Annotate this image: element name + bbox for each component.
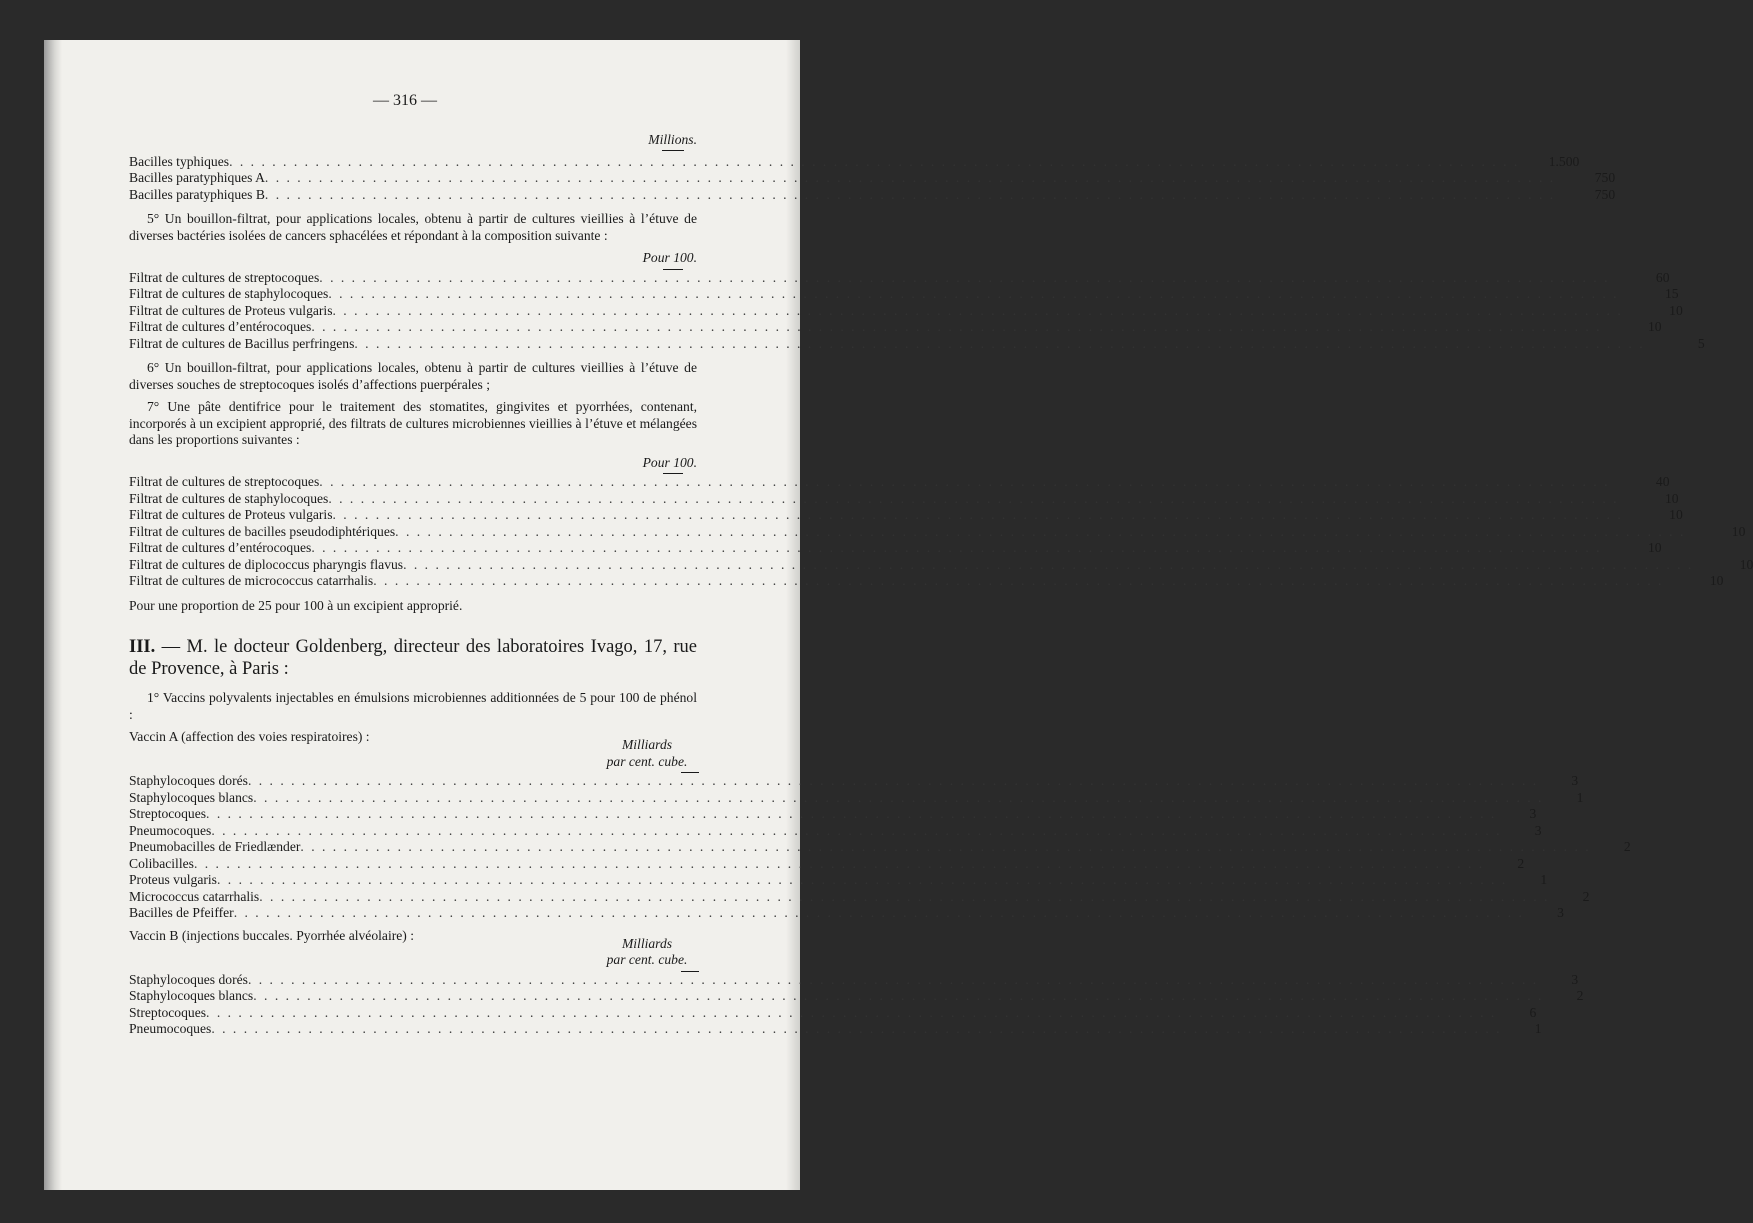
- list-row: [129, 153, 1580, 171]
- dot-leader: . . . . . . . . . . . . . . . . . . . . . . . . . . . . . . . . . . . . . . . . . . . . . . . . . . . . . . . . . . . . . . . . . . . . . . . . . . . . . . . . . . . . . . . . . . . . . . . . . . . . . . . . . . . . . . . . . . . . . . . .: [319, 269, 1610, 285]
- list-row: [129, 773, 1579, 790]
- list-row: [129, 319, 1662, 336]
- list-row: [129, 888, 1590, 906]
- dot-leader: . . . . . . . . . . . . . . . . . . . . . . . . . . . . . . . . . . . . . . . . . . . . . . . . . . . . . . . . . . . . . . . . . . . . . . . . . . . . . . . . . . . . . . . . . . . . . . . . . . . . . . . . . . . . . . . . . . . . . . . .: [328, 490, 1619, 506]
- vaccin-b-header: [129, 928, 697, 972]
- row-value: 3: [1571, 773, 1579, 788]
- list-row: [129, 1021, 1542, 1038]
- row-label: Filtrat de cultures d’entérocoques: [129, 319, 312, 334]
- unit-header-milliards: [597, 729, 697, 773]
- dot-leader: . . . . . . . . . . . . . . . . . . . . . . . . . . . . . . . . . . . . . . . . . . . . . . . . . . . . . . . . . . . . . . . . . . . . . . . . . . . . . . . . . . . . . . . . . . . . . . . . . . . . . . . . . . . . . . . . . . . . . . . .: [229, 153, 1520, 169]
- unit-line-1: Milliards: [621, 737, 673, 752]
- dot-leader: . . . . . . . . . . . . . . . . . . . . . . . . . . . . . . . . . . . . . . . . . . . . . . . . . . . . . . . . . . . . . . . . . . . . . . . . . . . . . . . . . . . . . . . . . . . . . . . . . . . . . . . . . . . . . . . . . . . . . . . .: [354, 335, 1645, 351]
- list-filtrats-5: [129, 269, 1705, 353]
- row-value: 3: [1529, 806, 1537, 821]
- unit-line-1: Milliards: [621, 935, 673, 951]
- list-row: [129, 474, 1670, 491]
- dot-leader: . . . . . . . . . . . . . . . . . . . . . . . . . . . . . . . . . . . . . . . . . . . . . . . . . . . . . . . . . . . . . . . . . . . . . . . . . . . . . . . . . . . . . . . . . . . . . . . . . . . . . . . . . . . . . . . . . . . . . . . .: [211, 1021, 1502, 1036]
- unit-line-2: par cent. cube.: [606, 952, 688, 967]
- row-value: 10: [1647, 540, 1662, 555]
- list-row: [129, 789, 1584, 807]
- row-value: 10: [1739, 556, 1753, 572]
- dot-leader: . . . . . . . . . . . . . . . . . . . . . . . . . . . . . . . . . . . . . . . . . . . . . . . . . . . . . . . . . . . . . . . . . . . . . . . . . . . . . . . . . . . . . . . . . . . . . . . . . . . . . . . . . . . . . . . . . . . . . . . .: [311, 540, 1602, 555]
- vaccin-a-header: [129, 729, 697, 773]
- list-row: [129, 822, 1542, 840]
- row-value: 15: [1664, 286, 1679, 301]
- page-number: — 316 —: [373, 92, 437, 109]
- row-value: 5: [1697, 335, 1705, 351]
- list-row: [129, 170, 1616, 187]
- unit-label: Millions.: [648, 132, 697, 147]
- paragraph-5: 5° Un bouillon-filtrat, pour applications locales, obtenu à partir de cultures vieillies à l’étuve de diverses bactéries isolées de cancers sphacélées et répondant à la composition suivante :: [129, 211, 697, 243]
- row-label: Filtrat de cultures de micrococcus catarrhalis: [129, 573, 374, 588]
- page-content: [129, 90, 1753, 1038]
- paragraph-6: 6° Un bouillon-filtrat, pour applications locales, obtenu à partir de cultures vieillies à l’étuve de diverses souches de streptocoques isolés d’affections puerpérales ;: [129, 360, 697, 392]
- row-label: Filtrat de cultures de diplococcus pharyngis flavus: [129, 556, 404, 572]
- row-label: Filtrat de cultures de Proteus vulgaris: [129, 302, 333, 318]
- list-row: [129, 839, 1631, 856]
- row-value: 750: [1594, 170, 1616, 185]
- dot-leader: . . . . . . . . . . . . . . . . . . . . . . . . . . . . . . . . . . . . . . . . . . . . . . . . . . . . . . . . . . . . . . . . . . . . . . . . . . . . . . . . . . . . . . . . . . . . . . . . . . . . . . . . . . . . . . . . . . . . . . . .: [311, 319, 1602, 334]
- row-value: 2: [1517, 855, 1525, 871]
- row-value: 2: [1576, 988, 1584, 1003]
- dot-leader: . . . . . . . . . . . . . . . . . . . . . . . . . . . . . . . . . . . . . . . . . . . . . . . . . . . . . . . . . . . . . . . . . . . . . . . . . . . . . . . . . . . . . . . . . . . . . . . . . . . . . . . . . . . . . . . . . . . . . . . .: [233, 905, 1524, 920]
- list-row: [129, 490, 1679, 508]
- row-label: Bacilles de Pfeiffer: [129, 905, 234, 920]
- dot-leader: . . . . . . . . . . . . . . . . . . . . . . . . . . . . . . . . . . . . . . . . . . . . . . . . . . . . . . . . . . . . . . . . . . . . . . . . . . . . . . . . . . . . . . . . . . . . . . . . . . . . . . . . . . . . . . . . . . . . . . . .: [193, 855, 1485, 871]
- dot-leader: . . . . . . . . . . . . . . . . . . . . . . . . . . . . . . . . . . . . . . . . . . . . . . . . . . . . . . . . . . . . . . . . . . . . . . . . . . . . . . . . . . . . . . . . . . . . . . . . . . . . . . . . . . . . . . . . . . . . . . . .: [253, 988, 1544, 1003]
- list-row: [129, 186, 1616, 204]
- list-row: [129, 988, 1584, 1005]
- dot-leader: . . . . . . . . . . . . . . . . . . . . . . . . . . . . . . . . . . . . . . . . . . . . . . . . . . . . . . . . . . . . . . . . . . . . . . . . . . . . . . . . . . . . . . . . . . . . . . . . . . . . . . . . . . . . . . . . . . . . . . . .: [332, 302, 1623, 318]
- section-3-title: [129, 636, 697, 680]
- row-value: 10: [1731, 523, 1746, 539]
- row-label: Filtrat de cultures de Bacillus perfringens: [129, 335, 355, 351]
- list-row: [129, 269, 1670, 287]
- row-label: Filtrat de cultures de streptocoques: [129, 474, 320, 489]
- list-row: [129, 905, 1564, 922]
- row-value: 1: [1534, 1021, 1542, 1036]
- row-value: 10: [1647, 319, 1662, 334]
- row-label: Pneumocoques: [129, 1021, 212, 1036]
- list-row: [129, 806, 1537, 823]
- list-vaccin-b: [129, 971, 1584, 1038]
- row-label: Pneumobacilles de Friedlænder: [129, 839, 301, 854]
- row-label: Colibacilles: [129, 855, 194, 871]
- list-row: [129, 507, 1683, 524]
- row-value: 3: [1534, 822, 1542, 838]
- row-label: Staphylocoques blancs: [129, 789, 254, 805]
- section-number: III.: [129, 637, 156, 657]
- row-value: 1: [1576, 789, 1584, 805]
- row-label: Filtrat de cultures d’entérocoques: [129, 540, 312, 555]
- row-value: 1: [1540, 872, 1548, 887]
- paragraph-7: 7° Une pâte dentifrice pour le traitement des stomatites, gingivites et pyorrhées, contenant, incorporés à un excipient approprié, des filtrats de cultures microbiennes vieillies à l’étuve et mélangées dans les proportions suivantes :: [129, 399, 697, 447]
- row-value: 2: [1582, 888, 1590, 904]
- dot-leader: . . . . . . . . . . . . . . . . . . . . . . . . . . . . . . . . . . . . . . . . . . . . . . . . . . . . . . . . . . . . . . . . . . . . . . . . . . . . . . . . . . . . . . . . . . . . . . . . . . . . . . . . . . . . . . . . . . . . . . . .: [264, 186, 1556, 202]
- dot-leader: . . . . . . . . . . . . . . . . . . . . . . . . . . . . . . . . . . . . . . . . . . . . . . . . . . . . . . . . . . . . . . . . . . . . . . . . . . . . . . . . . . . . . . . . . . . . . . . . . . . . . . . . . . . . . . . . . . . . . . . .: [395, 523, 1686, 539]
- vaccin-b-title: Vaccin B (injections buccales. Pyorrhée alvéolaire) :: [129, 927, 414, 943]
- dot-leader: . . . . . . . . . . . . . . . . . . . . . . . . . . . . . . . . . . . . . . . . . . . . . . . . . . . . . . . . . . . . . . . . . . . . . . . . . . . . . . . . . . . . . . . . . . . . . . . . . . . . . . . . . . . . . . . . . . . . . . . .: [300, 839, 1591, 854]
- list-row: [129, 872, 1548, 889]
- list-row: [129, 1004, 1537, 1022]
- row-value: 10: [1669, 302, 1683, 318]
- row-label: Staphylocoques dorés: [129, 773, 248, 788]
- paragraph-3-1: 1° Vaccins polyvalents injectables en émulsions microbiennes additionnées de 5 pour 100 de phénol :: [129, 690, 697, 722]
- dot-leader: . . . . . . . . . . . . . . . . . . . . . . . . . . . . . . . . . . . . . . . . . . . . . . . . . . . . . . . . . . . . . . . . . . . . . . . . . . . . . . . . . . . . . . . . . . . . . . . . . . . . . . . . . . . . . . . . . . . . . . . .: [216, 872, 1508, 887]
- list-row: [129, 556, 1753, 574]
- unit-header-millions: [129, 132, 697, 151]
- list-filtrats-7: [129, 474, 1753, 590]
- unit-header-milliards: [597, 928, 697, 972]
- row-label: Streptocoques: [129, 806, 207, 821]
- unit-header-pour-100: [129, 455, 697, 475]
- dot-leader: . . . . . . . . . . . . . . . . . . . . . . . . . . . . . . . . . . . . . . . . . . . . . . . . . . . . . . . . . . . . . . . . . . . . . . . . . . . . . . . . . . . . . . . . . . . . . . . . . . . . . . . . . . . . . . . . . . . . . . . .: [247, 773, 1539, 788]
- list-row: [129, 855, 1525, 873]
- dot-leader: . . . . . . . . . . . . . . . . . . . . . . . . . . . . . . . . . . . . . . . . . . . . . . . . . . . . . . . . . . . . . . . . . . . . . . . . . . . . . . . . . . . . . . . . . . . . . . . . . . . . . . . . . . . . . . . . . . . . . . . .: [373, 573, 1664, 588]
- row-value: 2: [1623, 839, 1631, 854]
- row-value: 40: [1655, 474, 1670, 489]
- list-row: [129, 335, 1705, 353]
- dot-leader: . . . . . . . . . . . . . . . . . . . . . . . . . . . . . . . . . . . . . . . . . . . . . . . . . . . . . . . . . . . . . . . . . . . . . . . . . . . . . . . . . . . . . . . . . . . . . . . . . . . . . . . . . . . . . . . . . . . . . . . .: [332, 507, 1623, 522]
- list-row: [129, 286, 1679, 303]
- list-row: [129, 971, 1579, 989]
- unit-rule: [662, 150, 684, 151]
- row-label: Streptocoques: [129, 1004, 207, 1020]
- row-label: Bacilles typhiques: [129, 153, 230, 169]
- row-value: 10: [1664, 490, 1679, 506]
- dot-leader: . . . . . . . . . . . . . . . . . . . . . . . . . . . . . . . . . . . . . . . . . . . . . . . . . . . . . . . . . . . . . . . . . . . . . . . . . . . . . . . . . . . . . . . . . . . . . . . . . . . . . . . . . . . . . . . . . . . . . . . .: [403, 556, 1694, 572]
- vaccin-a-title: Vaccin A (affection des voies respiratoires) :: [129, 729, 370, 744]
- dot-leader: . . . . . . . . . . . . . . . . . . . . . . . . . . . . . . . . . . . . . . . . . . . . . . . . . . . . . . . . . . . . . . . . . . . . . . . . . . . . . . . . . . . . . . . . . . . . . . . . . . . . . . . . . . . . . . . . . . . . . . . .: [211, 822, 1502, 838]
- row-value: 10: [1669, 507, 1683, 522]
- row-label: Bacilles paratyphiques B: [129, 186, 265, 202]
- row-label: Filtrat de cultures de staphylocoques: [129, 286, 329, 301]
- row-value: 750: [1594, 186, 1616, 202]
- list-row: [129, 540, 1662, 557]
- row-value: 3: [1557, 905, 1564, 920]
- row-label: Staphylocoques dorés: [129, 971, 248, 987]
- dot-leader: . . . . . . . . . . . . . . . . . . . . . . . . . . . . . . . . . . . . . . . . . . . . . . . . . . . . . . . . . . . . . . . . . . . . . . . . . . . . . . . . . . . . . . . . . . . . . . . . . . . . . . . . . . . . . . . . . . . . . . . .: [253, 789, 1544, 805]
- row-label: Micrococcus catarrhalis: [129, 888, 260, 904]
- row-value: 60: [1655, 269, 1670, 285]
- row-label: Staphylocoques blancs: [129, 988, 254, 1003]
- unit-line-2: par cent. cube.: [606, 753, 688, 769]
- list-row: [129, 523, 1746, 541]
- unit-label: Pour 100.: [642, 454, 697, 470]
- dot-leader: . . . . . . . . . . . . . . . . . . . . . . . . . . . . . . . . . . . . . . . . . . . . . . . . . . . . . . . . . . . . . . . . . . . . . . . . . . . . . . . . . . . . . . . . . . . . . . . . . . . . . . . . . . . . . . . . . . . . . . . .: [264, 170, 1556, 185]
- unit-header-pour-100: [129, 250, 697, 270]
- row-value: 1.500: [1548, 153, 1580, 169]
- unit-label: Pour 100.: [642, 250, 697, 265]
- row-label: Filtrat de cultures de staphylocoques: [129, 490, 329, 506]
- dot-leader: . . . . . . . . . . . . . . . . . . . . . . . . . . . . . . . . . . . . . . . . . . . . . . . . . . . . . . . . . . . . . . . . . . . . . . . . . . . . . . . . . . . . . . . . . . . . . . . . . . . . . . . . . . . . . . . . . . . . . . . .: [328, 286, 1619, 301]
- row-label: Bacilles paratyphiques A: [129, 170, 265, 185]
- row-label: Pneumocoques: [129, 822, 212, 838]
- list-row: [129, 302, 1683, 320]
- page-binding: [44, 40, 62, 1190]
- list-row: [129, 573, 1724, 590]
- row-label: Proteus vulgaris: [129, 872, 217, 887]
- list-vaccin-a: [129, 773, 1631, 922]
- section-heading: — M. le docteur Goldenberg, directeur des laboratoires Ivago, 17, rue de Provence, à Paris :: [129, 637, 697, 679]
- dot-leader: . . . . . . . . . . . . . . . . . . . . . . . . . . . . . . . . . . . . . . . . . . . . . . . . . . . . . . . . . . . . . . . . . . . . . . . . . . . . . . . . . . . . . . . . . . . . . . . . . . . . . . . . . . . . . . . . . . . . . . . .: [259, 888, 1550, 904]
- row-value: 6: [1529, 1004, 1537, 1020]
- row-label: Filtrat de cultures de streptocoques: [129, 269, 320, 285]
- row-label: Filtrat de cultures de bacilles pseudodiphtériques: [129, 523, 396, 539]
- dot-leader: . . . . . . . . . . . . . . . . . . . . . . . . . . . . . . . . . . . . . . . . . . . . . . . . . . . . . . . . . . . . . . . . . . . . . . . . . . . . . . . . . . . . . . . . . . . . . . . . . . . . . . . . . . . . . . . . . . . . . . . .: [319, 474, 1610, 489]
- row-value: 10: [1709, 573, 1724, 588]
- dot-leader: . . . . . . . . . . . . . . . . . . . . . . . . . . . . . . . . . . . . . . . . . . . . . . . . . . . . . . . . . . . . . . . . . . . . . . . . . . . . . . . . . . . . . . . . . . . . . . . . . . . . . . . . . . . . . . . . . . . . . . . .: [247, 971, 1539, 987]
- paragraph-7-end: Pour une proportion de 25 pour 100 à un excipient approprié.: [129, 597, 463, 613]
- dot-leader: . . . . . . . . . . . . . . . . . . . . . . . . . . . . . . . . . . . . . . . . . . . . . . . . . . . . . . . . . . . . . . . . . . . . . . . . . . . . . . . . . . . . . . . . . . . . . . . . . . . . . . . . . . . . . . . . . . . . . . . .: [206, 806, 1497, 821]
- list-bacilles: [129, 153, 1616, 204]
- dot-leader: . . . . . . . . . . . . . . . . . . . . . . . . . . . . . . . . . . . . . . . . . . . . . . . . . . . . . . . . . . . . . . . . . . . . . . . . . . . . . . . . . . . . . . . . . . . . . . . . . . . . . . . . . . . . . . . . . . . . . . . .: [206, 1004, 1497, 1020]
- row-label: Filtrat de cultures de Proteus vulgaris: [129, 507, 333, 522]
- row-value: 3: [1571, 971, 1579, 987]
